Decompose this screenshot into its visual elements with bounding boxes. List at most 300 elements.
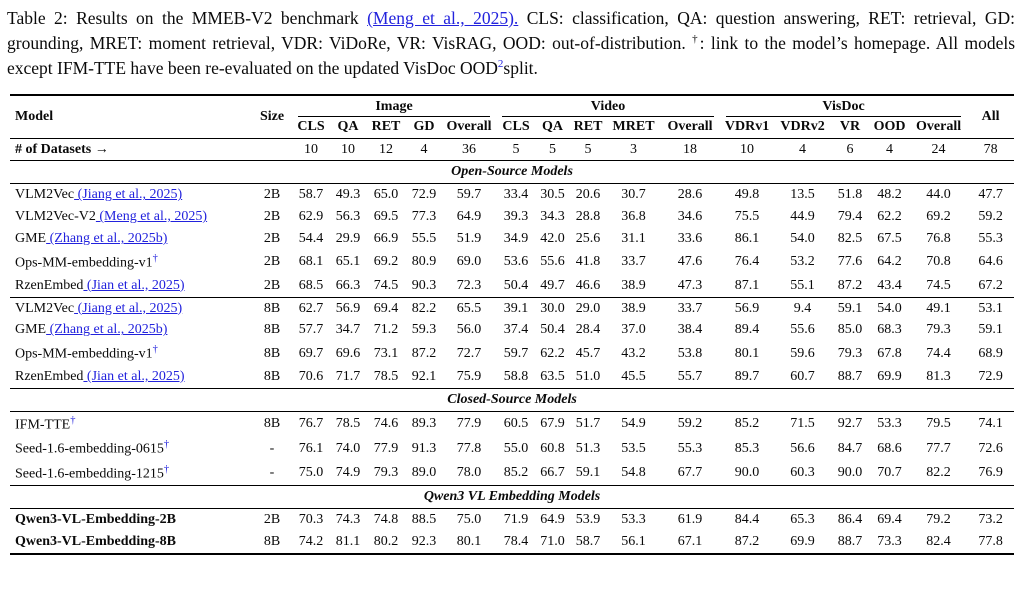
datasets-label: # of Datasets → xyxy=(15,141,109,157)
table-row xyxy=(10,366,1014,388)
metric-value: 75.0 xyxy=(298,465,324,481)
table-row xyxy=(10,275,1014,297)
metric-value: 74.9 xyxy=(335,465,361,481)
citation-link[interactable]: (Zhang et al., 2025b) xyxy=(46,231,168,247)
metric-value: 82.2 xyxy=(411,300,437,316)
size-cell: 2B xyxy=(263,512,281,528)
metric-value: 75.9 xyxy=(456,368,482,384)
size-cell: 2B xyxy=(263,209,281,225)
metric-value: 75.0 xyxy=(456,512,482,528)
metric-value: 51.3 xyxy=(575,440,601,456)
model-name: Qwen3-VL-Embedding-2B xyxy=(15,512,177,528)
metric-value: 69.0 xyxy=(456,254,482,270)
size-cell: - xyxy=(269,465,275,481)
size-cell: 2B xyxy=(263,254,281,270)
metric-value: 55.3 xyxy=(978,231,1003,247)
metric-value: 76.8 xyxy=(926,231,951,247)
metric-value: 54.4 xyxy=(298,231,324,247)
metric-value: 69.6 xyxy=(335,345,361,361)
section-header-row xyxy=(10,486,1014,509)
citation-link[interactable]: (Jiang et al., 2025) xyxy=(74,300,183,316)
metric-value: 45.5 xyxy=(621,368,646,384)
metric-value: 75.5 xyxy=(734,209,760,225)
metric-value: 68.9 xyxy=(978,345,1003,361)
model-name: VLM2Vec-V2 xyxy=(15,209,96,225)
model-name: Ops-MM-embedding-v1 xyxy=(15,347,153,363)
metric-value: 55.7 xyxy=(677,368,703,384)
metric-value: 71.2 xyxy=(373,322,399,338)
model-name: VLM2Vec xyxy=(15,187,75,203)
metric-value: 81.3 xyxy=(926,368,951,384)
metric-value: 59.1 xyxy=(575,465,601,481)
metric-value: 68.6 xyxy=(877,440,902,456)
homepage-dagger-link[interactable]: † xyxy=(70,414,76,426)
metric-value: 64.2 xyxy=(877,254,902,270)
size-cell: 8B xyxy=(263,345,281,361)
metric-value: 39.1 xyxy=(503,300,529,316)
table-row xyxy=(10,184,1014,206)
col-header-mret: MRET xyxy=(612,118,655,134)
metric-value: 29.9 xyxy=(335,231,361,247)
metric-value: 74.1 xyxy=(978,416,1003,432)
size-cell: 2B xyxy=(263,187,281,203)
metric-value: 38.4 xyxy=(677,322,703,338)
section-header-row xyxy=(10,161,1014,184)
metric-value: 59.2 xyxy=(677,416,703,432)
table-row xyxy=(10,461,1014,486)
metric-value: 53.1 xyxy=(978,300,1003,316)
metric-value: 62.7 xyxy=(298,300,324,316)
dataset-count: 5 xyxy=(584,141,592,157)
metric-value: 87.2 xyxy=(411,345,437,361)
metric-value: 80.1 xyxy=(734,345,760,361)
metric-value: 67.7 xyxy=(677,465,703,481)
metric-value: 56.9 xyxy=(734,300,760,316)
metric-value: 69.7 xyxy=(298,345,324,361)
caption-text-4: split. xyxy=(503,58,538,79)
metric-value: 65.3 xyxy=(790,512,815,528)
caption-citation-link[interactable]: (Meng et al., 2025). xyxy=(367,8,519,28)
metric-value: 74.2 xyxy=(298,534,324,550)
table-row xyxy=(10,531,1014,554)
metric-value: 85.0 xyxy=(837,322,863,338)
table-row xyxy=(10,436,1014,461)
dataset-count: 36 xyxy=(462,141,477,157)
homepage-dagger-link[interactable]: † xyxy=(163,463,170,475)
metric-value: 53.3 xyxy=(877,416,902,432)
metric-value: 72.9 xyxy=(978,368,1003,384)
metric-value: 47.7 xyxy=(978,187,1003,203)
metric-value: 69.2 xyxy=(373,254,399,270)
metric-value: 54.0 xyxy=(877,300,902,316)
metric-value: 92.1 xyxy=(411,368,437,384)
metric-value: 77.6 xyxy=(837,254,863,270)
metric-value: 65.5 xyxy=(456,300,482,316)
metric-value: 92.7 xyxy=(837,416,863,432)
metric-value: 72.9 xyxy=(411,187,437,203)
metric-value: 72.6 xyxy=(978,440,1003,456)
metric-value: 78.5 xyxy=(335,416,361,432)
model-name: Ops-MM-embedding-v1 xyxy=(15,255,153,271)
metric-value: 70.6 xyxy=(298,368,324,384)
metric-value: 49.7 xyxy=(540,277,565,293)
dataset-count: 18 xyxy=(683,141,698,157)
model-cell xyxy=(10,531,252,554)
metric-value: 55.0 xyxy=(503,440,529,456)
table-header xyxy=(10,95,1014,139)
metric-value: 68.3 xyxy=(877,322,902,338)
size-cell: 8B xyxy=(263,300,281,316)
metric-value: 73.1 xyxy=(373,345,399,361)
citation-link[interactable]: (Zhang et al., 2025b) xyxy=(46,322,168,338)
metric-value: 62.2 xyxy=(877,209,902,225)
metric-value: 45.7 xyxy=(575,345,601,361)
metric-value: 70.7 xyxy=(877,465,902,481)
group-header-row xyxy=(10,95,1014,117)
metric-value: 33.6 xyxy=(677,231,703,247)
metric-value: 59.7 xyxy=(503,345,529,361)
group-header-video xyxy=(496,95,720,117)
metric-value: 70.8 xyxy=(926,254,951,270)
metric-value: 76.9 xyxy=(978,465,1003,481)
metric-value: 69.5 xyxy=(373,209,399,225)
citation-link[interactable]: (Jian et al., 2025) xyxy=(83,277,185,293)
group-header-visdoc-label: VisDoc xyxy=(726,99,961,117)
metric-value: 30.0 xyxy=(540,300,565,316)
metric-value: 70.3 xyxy=(298,512,324,528)
col-header-overall: Overall xyxy=(446,118,492,134)
metric-value: 79.2 xyxy=(926,512,951,528)
metric-value: 53.2 xyxy=(790,254,815,270)
metric-value: 67.1 xyxy=(677,534,703,550)
metric-value: 65.0 xyxy=(373,187,399,203)
metric-value: 84.4 xyxy=(734,512,760,528)
metric-value: 48.2 xyxy=(877,187,902,203)
dataset-count: 5 xyxy=(512,141,520,157)
metric-value: 67.2 xyxy=(978,277,1003,293)
metric-value: 64.9 xyxy=(540,512,565,528)
homepage-dagger-link[interactable]: † xyxy=(163,439,170,451)
metric-value: 78.4 xyxy=(503,534,529,550)
dataset-count: 5 xyxy=(549,141,557,157)
metric-value: 69.4 xyxy=(877,512,902,528)
table-row xyxy=(10,509,1014,531)
metric-value: 37.4 xyxy=(503,322,529,338)
metric-value: 85.3 xyxy=(734,440,760,456)
metric-value: 89.0 xyxy=(411,465,437,481)
metric-value: 59.7 xyxy=(456,187,482,203)
dataset-count: 4 xyxy=(420,141,428,157)
metric-value: 50.4 xyxy=(503,277,529,293)
table-row xyxy=(10,411,1014,436)
metric-value: 89.7 xyxy=(734,368,760,384)
metric-value: 57.7 xyxy=(298,322,324,338)
metric-value: 34.3 xyxy=(540,209,565,225)
metric-value: 85.2 xyxy=(503,465,529,481)
dataset-count: 24 xyxy=(931,141,946,157)
metric-value: 80.2 xyxy=(373,534,399,550)
metric-value: 86.4 xyxy=(837,512,863,528)
model-name: Seed-1.6-embedding-0615 xyxy=(15,441,164,457)
metric-value: 82.2 xyxy=(926,465,951,481)
metric-value: 38.9 xyxy=(621,300,646,316)
metric-value: 51.8 xyxy=(837,187,863,203)
metric-value: 66.7 xyxy=(540,465,565,481)
metric-value: 74.3 xyxy=(335,512,361,528)
metric-value: 91.3 xyxy=(411,440,437,456)
metric-value: 87.2 xyxy=(734,534,760,550)
metric-value: 34.9 xyxy=(503,231,529,247)
dagger-symbol: † xyxy=(692,33,700,46)
metric-value: 44.9 xyxy=(790,209,815,225)
metric-value: 65.1 xyxy=(335,254,361,270)
metric-value: 55.6 xyxy=(540,254,565,270)
metric-value: 56.3 xyxy=(335,209,361,225)
metric-value: 82.5 xyxy=(837,231,863,247)
metric-value: 92.3 xyxy=(411,534,437,550)
metric-value: 66.9 xyxy=(373,231,399,247)
metric-value: 72.3 xyxy=(456,277,482,293)
metric-value: 29.0 xyxy=(575,300,601,316)
model-cell xyxy=(10,228,252,250)
size-cell: 8B xyxy=(263,322,281,338)
table-row xyxy=(10,297,1014,319)
table-caption xyxy=(7,6,1015,82)
caption-text-3: : link to the model’s homepage. All models except IFM-TTE have been re-evaluated on the updated VisDoc OOD xyxy=(7,33,1016,79)
metric-value: 74.0 xyxy=(335,440,361,456)
metric-value: 56.9 xyxy=(335,300,361,316)
homepage-dagger-link[interactable]: † xyxy=(152,253,158,265)
metric-value: 39.3 xyxy=(503,209,529,225)
model-name: Seed-1.6-embedding-1215 xyxy=(15,466,164,482)
metric-value: 56.0 xyxy=(456,322,482,338)
col-header-overall: Overall xyxy=(916,118,962,134)
col-header-ret: RET xyxy=(371,118,401,134)
size-cell: 8B xyxy=(263,368,281,384)
metric-value: 88.5 xyxy=(411,512,437,528)
metric-value: 53.6 xyxy=(503,254,529,270)
table-row xyxy=(10,250,1014,275)
metric-value: 82.4 xyxy=(926,534,951,550)
metric-value: 79.3 xyxy=(926,322,951,338)
metric-value: 58.7 xyxy=(575,534,601,550)
metric-value: 73.3 xyxy=(877,534,902,550)
metric-value: 78.0 xyxy=(456,465,482,481)
metric-value: 74.8 xyxy=(373,512,399,528)
metric-value: 79.4 xyxy=(837,209,863,225)
results-table xyxy=(10,94,1014,556)
metric-value: 34.6 xyxy=(677,209,703,225)
metric-value: 51.0 xyxy=(575,368,601,384)
metric-value: 9.4 xyxy=(793,300,812,316)
model-cell xyxy=(10,411,252,436)
dataset-count: 10 xyxy=(304,141,318,157)
metric-value: 34.7 xyxy=(335,322,361,338)
group-header-image-label: Image xyxy=(298,99,490,117)
metric-value: 84.7 xyxy=(837,440,863,456)
table-row xyxy=(10,319,1014,341)
model-cell xyxy=(10,509,252,531)
metric-value: 54.0 xyxy=(790,231,815,247)
metric-value: 62.9 xyxy=(298,209,324,225)
size-cell: 2B xyxy=(263,277,281,293)
dataset-count: 12 xyxy=(379,141,393,157)
metric-value: 30.5 xyxy=(540,187,565,203)
metric-value: 90.3 xyxy=(411,277,437,293)
metric-value: 53.3 xyxy=(621,512,646,528)
metric-value: 43.4 xyxy=(877,277,902,293)
metric-value: 60.3 xyxy=(790,465,815,481)
metric-value: 54.9 xyxy=(621,416,646,432)
metric-value: 87.2 xyxy=(837,277,863,293)
section-header-row xyxy=(10,388,1014,411)
metric-value: 71.5 xyxy=(790,416,815,432)
metric-value: 28.8 xyxy=(575,209,601,225)
model-name: GME xyxy=(15,322,47,338)
metric-value: 33.7 xyxy=(621,254,646,270)
col-header-model: Model xyxy=(15,108,54,124)
metric-value: 53.8 xyxy=(677,345,703,361)
metric-value: 71.0 xyxy=(540,534,565,550)
model-cell xyxy=(10,275,252,297)
metric-value: 58.8 xyxy=(503,368,529,384)
metric-value: 53.5 xyxy=(621,440,646,456)
section-title: Closed-Source Models xyxy=(447,391,577,407)
size-cell: 2B xyxy=(263,231,281,247)
citation-link[interactable]: (Jian et al., 2025) xyxy=(83,368,185,384)
metric-value: 76.7 xyxy=(298,416,324,432)
metric-value: 55.6 xyxy=(790,322,815,338)
col-header-size: Size xyxy=(259,108,285,124)
col-header-qa: QA xyxy=(337,118,359,134)
section-title: Open-Source Models xyxy=(451,164,573,180)
metric-value: 76.1 xyxy=(298,440,324,456)
metric-value: 51.7 xyxy=(575,416,601,432)
caption-text-1: Table 2: Results on the MMEB-V2 benchmark xyxy=(7,8,368,28)
metric-value: 59.3 xyxy=(411,322,437,338)
dataset-count: 6 xyxy=(846,141,854,157)
model-cell xyxy=(10,184,252,206)
metric-value: 62.2 xyxy=(540,345,565,361)
metric-value: 77.9 xyxy=(456,416,482,432)
dataset-count: 10 xyxy=(740,141,755,157)
metric-value: 80.1 xyxy=(456,534,482,550)
metric-value: 77.7 xyxy=(926,440,951,456)
metric-value: 86.1 xyxy=(734,231,760,247)
metric-value: 68.5 xyxy=(298,277,324,293)
col-header-cls: CLS xyxy=(297,118,325,134)
col-header-vr: VR xyxy=(839,118,861,134)
metric-value: 47.3 xyxy=(677,277,703,293)
metric-value: 74.5 xyxy=(373,277,399,293)
col-header-gd: GD xyxy=(413,118,435,134)
metric-value: 69.2 xyxy=(926,209,951,225)
dataset-count: 4 xyxy=(799,141,807,157)
size-cell: 8B xyxy=(263,534,281,550)
metric-value: 64.6 xyxy=(978,254,1003,270)
metric-value: 20.6 xyxy=(575,187,601,203)
metric-value: 46.6 xyxy=(575,277,601,293)
table-row xyxy=(10,206,1014,228)
metric-value: 69.9 xyxy=(877,368,902,384)
metric-value: 72.7 xyxy=(456,345,482,361)
model-cell xyxy=(10,341,252,366)
group-header-visdoc xyxy=(720,95,967,117)
dataset-count: 3 xyxy=(630,141,638,157)
metric-value: 79.3 xyxy=(373,465,399,481)
metric-value: 33.4 xyxy=(503,187,529,203)
homepage-dagger-link[interactable]: † xyxy=(152,344,158,356)
table-body xyxy=(10,138,1014,554)
metric-value: 28.6 xyxy=(677,187,703,203)
metric-value: 33.7 xyxy=(677,300,703,316)
caption-footnote-link[interactable]: 2 xyxy=(497,58,504,71)
dataset-count: 4 xyxy=(886,141,894,157)
section-title: Qwen3 VL Embedding Models xyxy=(423,489,601,505)
datasets-row xyxy=(10,138,1014,161)
col-header-cls: CLS xyxy=(502,118,530,134)
metric-value: 67.5 xyxy=(877,231,902,247)
metric-value: 58.7 xyxy=(298,187,324,203)
metric-value: 37.0 xyxy=(621,322,646,338)
metric-value: 69.9 xyxy=(790,534,815,550)
metric-value: 77.3 xyxy=(411,209,437,225)
caption-text-2: CLS: classification, QA: question answering, RET: retrieval, GD: grounding, MRET: moment retrieval, VDR: ViDoRe, VR: VisRAG, OOD: out-of-distribution. xyxy=(7,8,1015,54)
metric-value: 64.9 xyxy=(456,209,482,225)
metric-value: 55.5 xyxy=(411,231,437,247)
metric-value: 59.1 xyxy=(837,300,863,316)
metric-value: 74.4 xyxy=(926,345,951,361)
metric-value: 38.9 xyxy=(621,277,646,293)
col-header-vdrv2: VDRv2 xyxy=(780,118,825,134)
metric-value: 56.1 xyxy=(621,534,646,550)
citation-link[interactable]: (Meng et al., 2025) xyxy=(95,209,208,225)
col-header-vdrv1: VDRv1 xyxy=(724,118,770,134)
metric-value: 44.0 xyxy=(926,187,951,203)
model-cell xyxy=(10,461,252,486)
metric-value: 71.9 xyxy=(503,512,529,528)
model-cell xyxy=(10,436,252,461)
model-name: VLM2Vec xyxy=(15,300,75,316)
metric-value: 31.1 xyxy=(621,231,646,247)
model-cell xyxy=(10,319,252,341)
metric-value: 61.9 xyxy=(677,512,703,528)
metric-value: 60.5 xyxy=(503,416,529,432)
model-cell xyxy=(10,297,252,319)
col-header-ood: OOD xyxy=(873,118,906,134)
col-header-ret: RET xyxy=(573,118,603,134)
metric-value: 59.1 xyxy=(978,322,1003,338)
metric-value: 76.4 xyxy=(734,254,760,270)
table-row xyxy=(10,341,1014,366)
metric-value: 79.3 xyxy=(837,345,863,361)
metric-value: 88.7 xyxy=(837,368,863,384)
metric-value: 36.8 xyxy=(621,209,646,225)
metric-value: 59.2 xyxy=(978,209,1003,225)
metric-value: 80.9 xyxy=(411,254,437,270)
metric-value: 55.1 xyxy=(790,277,815,293)
metric-value: 66.3 xyxy=(335,277,361,293)
model-cell xyxy=(10,206,252,228)
model-cell xyxy=(10,366,252,388)
metric-value: 63.5 xyxy=(540,368,565,384)
metric-value: 13.5 xyxy=(790,187,815,203)
metric-value: 90.0 xyxy=(837,465,863,481)
citation-link[interactable]: (Jiang et al., 2025) xyxy=(74,187,183,203)
metric-value: 90.0 xyxy=(734,465,760,481)
metric-value: 71.7 xyxy=(335,368,361,384)
metric-value: 67.9 xyxy=(540,416,565,432)
